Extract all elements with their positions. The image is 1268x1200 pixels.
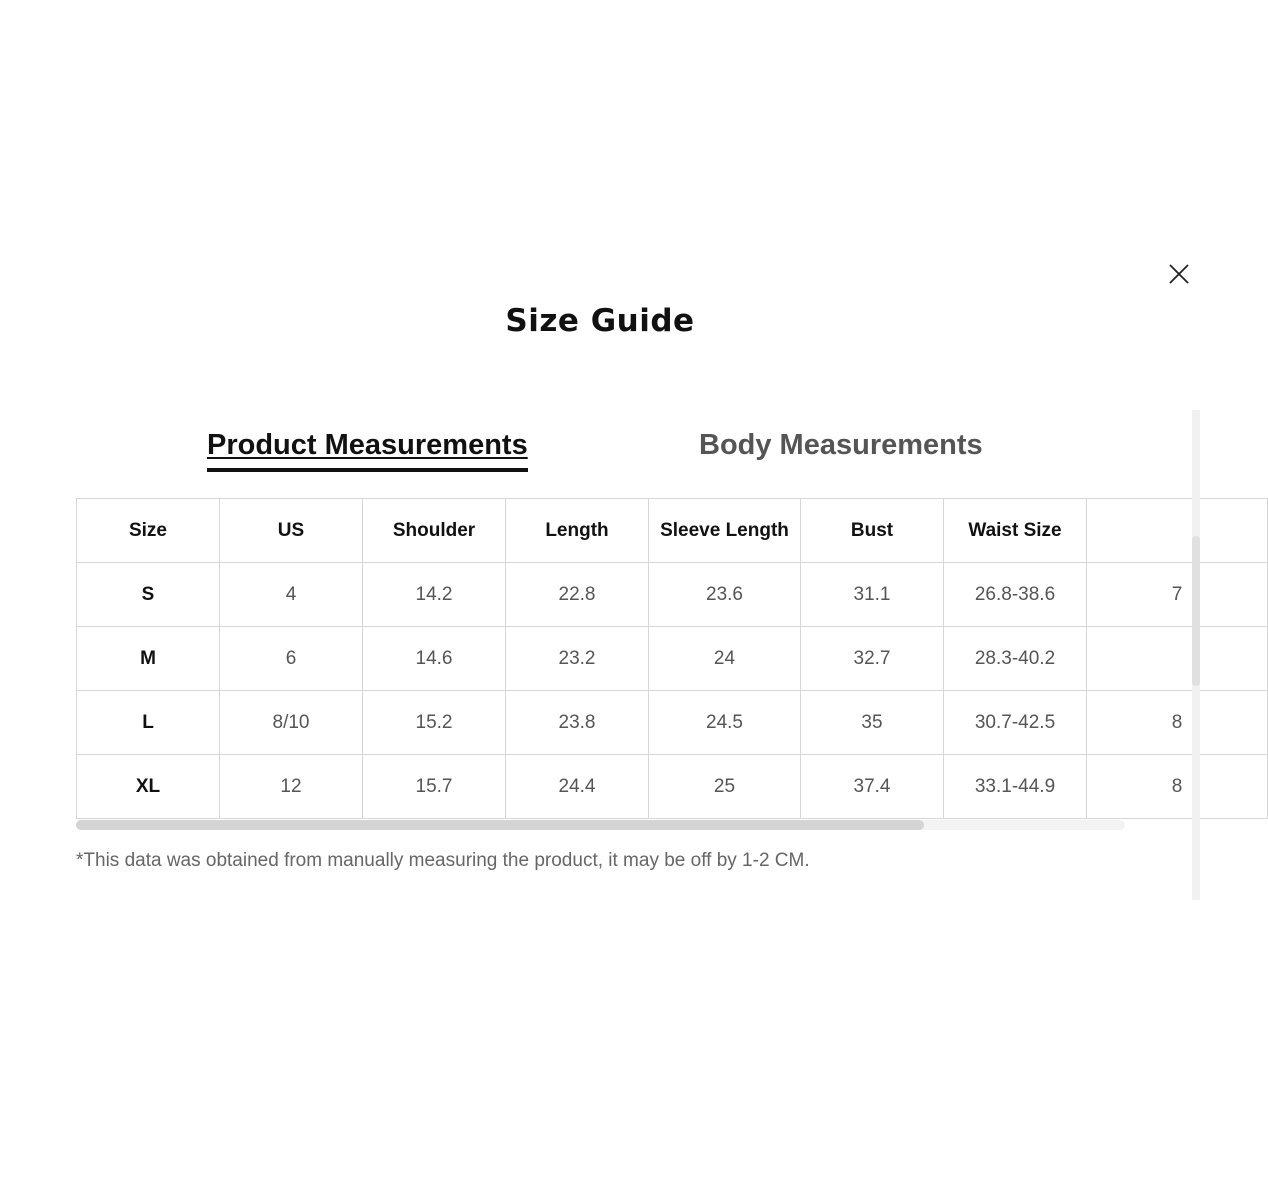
table-cell: 12 — [220, 755, 363, 819]
table-cell: 28.3-40.2 — [944, 627, 1087, 691]
table-cell: 24.4 — [506, 755, 649, 819]
table-cell: 35 — [801, 691, 944, 755]
table-cell: 6 — [220, 627, 363, 691]
measurement-note: *This data was obtained from manually measuring the product, it may be off by 1-2 CM. — [76, 850, 810, 871]
table-cell: 37.4 — [801, 755, 944, 819]
table-cell: 14.6 — [363, 627, 506, 691]
column-header-shoulder: Shoulder — [363, 499, 506, 563]
tab-body-measurements[interactable]: Body Measurements — [699, 429, 983, 461]
table-row — [77, 755, 1268, 819]
table-cell: 8 — [1087, 691, 1268, 755]
table-cell — [1087, 627, 1268, 691]
column-header-waist-size: Waist Size — [944, 499, 1087, 563]
table-cell: 30.7-42.5 — [944, 691, 1087, 755]
column-header-bust: Bust — [801, 499, 944, 563]
table-cell: M — [77, 627, 220, 691]
table-cell: S — [77, 563, 220, 627]
table-cell: 23.8 — [506, 691, 649, 755]
table-cell: 31.1 — [801, 563, 944, 627]
table-horizontal-scrollbar[interactable] — [76, 820, 1125, 830]
column-header-size: Size — [77, 499, 220, 563]
table-cell: 22.8 — [506, 563, 649, 627]
column-header-sleeve-length: Sleeve Length — [649, 499, 801, 563]
table-row — [77, 627, 1268, 691]
scrollbar-thumb[interactable] — [76, 820, 924, 830]
table-cell: 24 — [649, 627, 801, 691]
table-cell: 25 — [649, 755, 801, 819]
table-row — [77, 563, 1268, 627]
table-cell: L — [77, 691, 220, 755]
table-cell: 8 — [1087, 755, 1268, 819]
modal-title: Size Guide — [505, 303, 695, 339]
table-cell: 26.8-38.6 — [944, 563, 1087, 627]
vertical-scrollbar-thumb[interactable] — [1192, 536, 1200, 686]
table-cell: 32.7 — [801, 627, 944, 691]
size-table-viewport[interactable] — [76, 498, 1183, 818]
table-cell: 23.6 — [649, 563, 801, 627]
table-cell: 8/10 — [220, 691, 363, 755]
table-cell: 24.5 — [649, 691, 801, 755]
table-header-row — [77, 499, 1268, 563]
size-table — [76, 498, 1268, 819]
tab-product-measurements[interactable]: Product Measurements — [207, 429, 528, 472]
close-icon — [1166, 261, 1192, 287]
table-cell: XL — [77, 755, 220, 819]
table-cell: 7 — [1087, 563, 1268, 627]
table-cell: 15.7 — [363, 755, 506, 819]
table-cell: 14.2 — [363, 563, 506, 627]
table-cell: 15.2 — [363, 691, 506, 755]
table-row — [77, 691, 1268, 755]
column-header-us: US — [220, 499, 363, 563]
modal-vertical-scrollbar[interactable] — [1192, 410, 1200, 900]
table-cell: 23.2 — [506, 627, 649, 691]
close-button[interactable] — [1166, 261, 1192, 287]
column-header-length: Length — [506, 499, 649, 563]
table-cell: 4 — [220, 563, 363, 627]
column-header-clipped — [1087, 499, 1268, 563]
table-cell: 33.1-44.9 — [944, 755, 1087, 819]
